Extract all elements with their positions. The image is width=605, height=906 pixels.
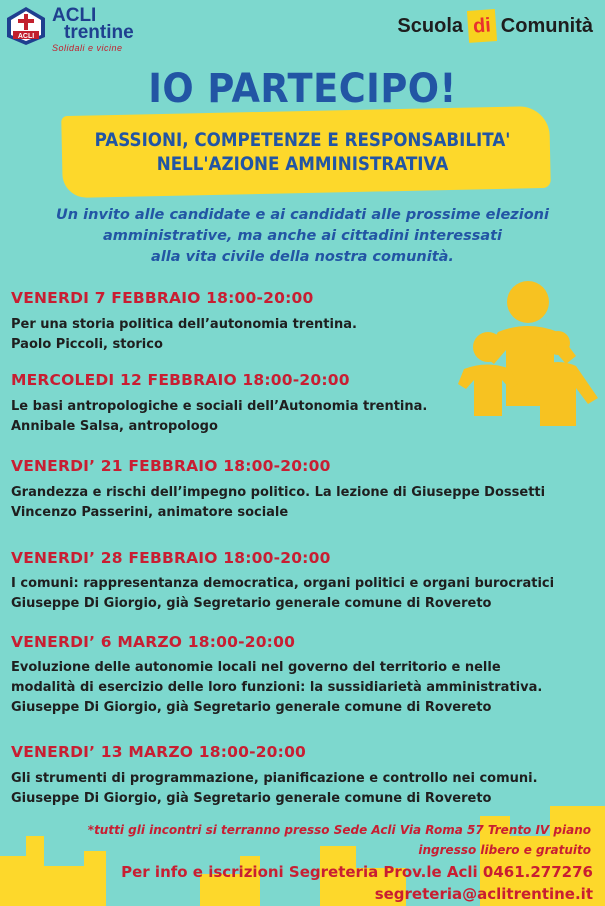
venue-note — [88, 820, 591, 860]
venue-line: ingresso libero e gratuito — [418, 843, 591, 857]
scuola-prefix: Scuola — [397, 14, 463, 37]
venue-line: *tutti gli incontri si terranno presso Sede Acli Via Roma 57 Trento IV piano — [87, 823, 591, 837]
acli-logo-icon — [6, 6, 46, 46]
event-line: Giuseppe Di Giorgio, già Segretario generale comune di Rovereto — [11, 791, 492, 806]
event-line: Vincenzo Passerini, animatore sociale — [11, 505, 289, 520]
event-date: VENERDI’ 28 FEBBRAIO 18:00-20:00 — [11, 549, 331, 567]
event-line: I comuni: rappresentanza democratica, organi politici e organi burocratici — [11, 576, 555, 591]
event-description — [11, 315, 357, 355]
event-description — [11, 483, 545, 523]
event-line: Per una storia politica dell’autonomia trentina. — [11, 317, 357, 332]
acli-logo-text: ACLI — [17, 33, 35, 40]
event-line: modalità di esercizio delle loro funzioni: la sussidiarietà amministrativa. — [11, 680, 543, 695]
event-line: Le basi antropologiche e sociali dell’Autonomia trentina. — [11, 399, 428, 414]
event-date: VENERDI’ 21 FEBBRAIO 18:00-20:00 — [11, 457, 331, 475]
intro-text — [0, 205, 605, 268]
event-description — [11, 658, 542, 718]
event-description — [11, 397, 427, 437]
info-line: Per info e iscrizioni Segreteria Prov.le Acli 0461.277276 — [121, 863, 593, 881]
intro-line: alla vita civile della nostra comunità. — [151, 249, 454, 265]
intro-line: amministrative, ma anche ai cittadini interessati — [102, 228, 503, 244]
event-date: MERCOLEDI 12 FEBBRAIO 18:00-20:00 — [11, 371, 350, 389]
event-line: Giuseppe Di Giorgio, già Segretario generale comune di Rovereto — [11, 596, 492, 611]
acli-name: ACLI — [52, 5, 97, 26]
event-line: Evoluzione delle autonomie locali nel governo del territorio e nelle — [11, 660, 501, 675]
event-line: Paolo Piccoli, storico — [11, 337, 163, 352]
event-date: VENERDI 7 FEBBRAIO 18:00-20:00 — [11, 289, 314, 307]
subtitle-line: PASSIONI, COMPETENZE E RESPONSABILITA' — [94, 129, 511, 151]
intro-line: Un invito alle candidate e ai candidati alle prossime elezioni — [56, 207, 549, 223]
event-description — [11, 574, 554, 614]
acli-region: trentine — [64, 22, 134, 43]
event-line: Annibale Salsa, antropologo — [11, 419, 218, 434]
event-date: VENERDI’ 6 MARZO 18:00-20:00 — [11, 633, 296, 651]
subtitle — [36, 128, 568, 176]
people-illustration-icon — [436, 276, 601, 431]
event-line: Giuseppe Di Giorgio, già Segretario generale comune di Rovereto — [11, 700, 492, 715]
event-line: Grandezza e rischi dell’impegno politico. La lezione di Giuseppe Dossetti — [11, 485, 546, 500]
acli-tagline: Solidali e vicine — [52, 43, 123, 53]
event-line: Gli strumenti di programmazione, pianificazione e controllo nei comuni. — [11, 771, 538, 786]
subtitle-line: NELL'AZIONE AMMINISTRATIVA — [156, 153, 449, 175]
event-date: VENERDI’ 13 MARZO 18:00-20:00 — [11, 743, 307, 761]
contact-email[interactable]: segreteria@aclitrentine.it — [374, 885, 593, 903]
scuola-suffix: Comunità — [500, 14, 593, 37]
scuola-di: di — [467, 9, 497, 43]
contact-info — [121, 861, 593, 905]
scuola-di-comunita-logo — [397, 10, 593, 42]
page-title: IO PARTECIPO! — [148, 66, 457, 112]
